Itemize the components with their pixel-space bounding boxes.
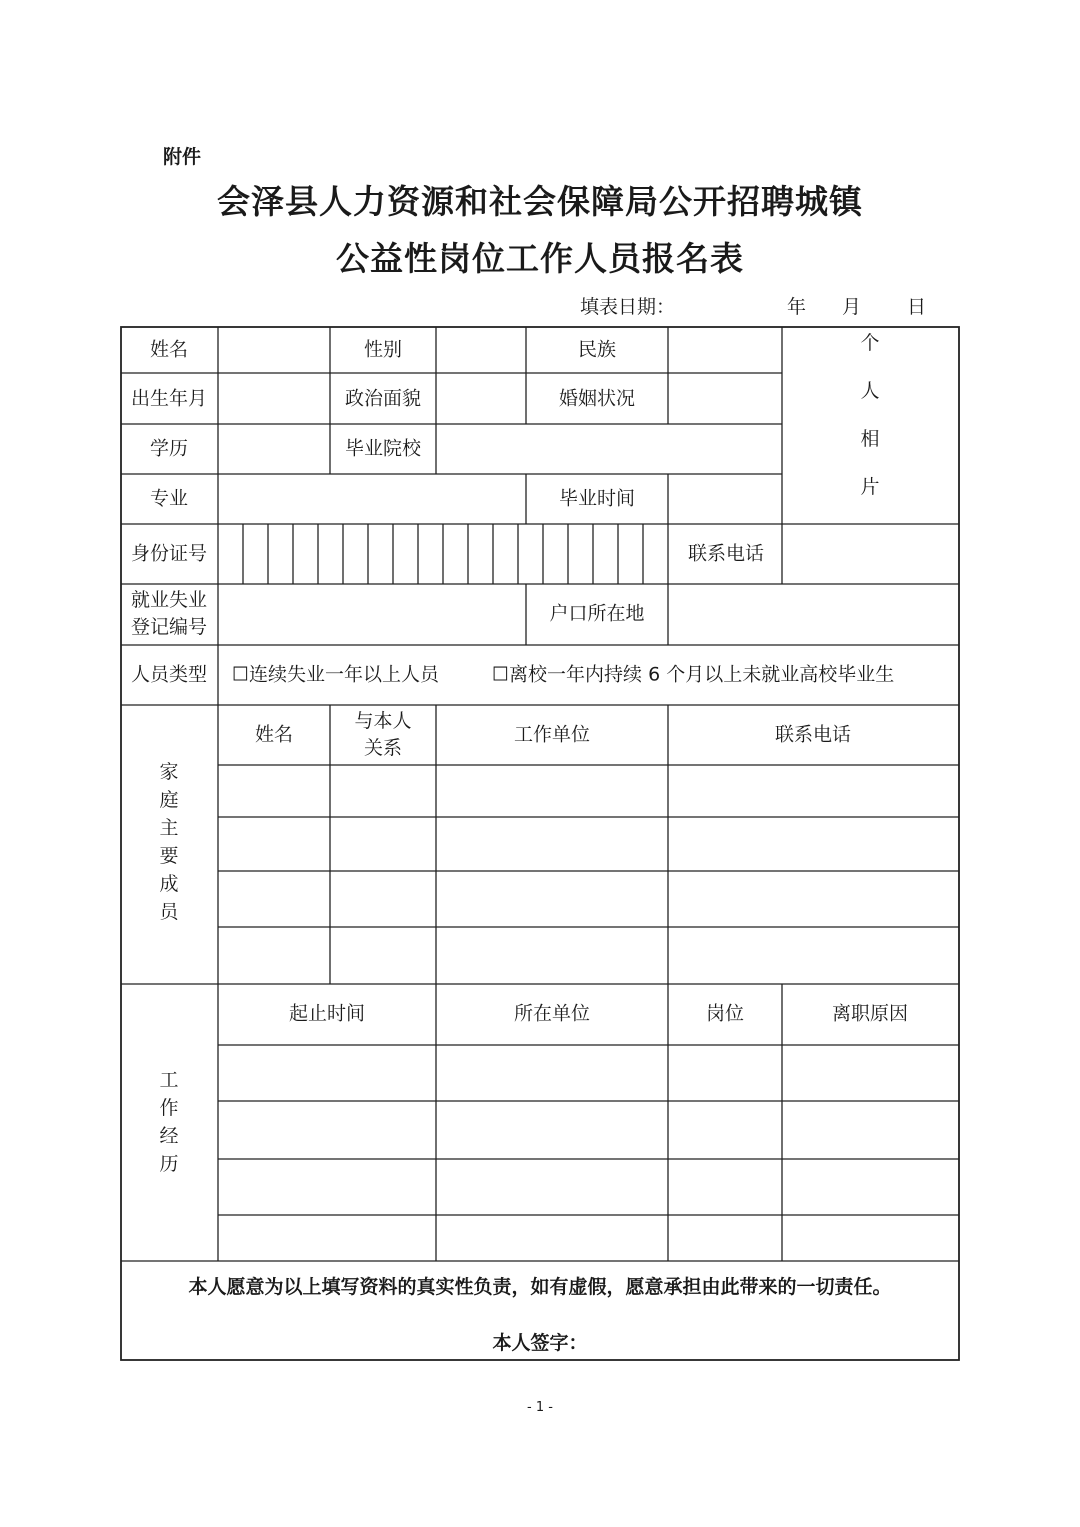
family-name-header: 姓名 — [254, 723, 294, 746]
fill-date-label: 填表日期： — [580, 296, 676, 318]
family-relation-header: 与本人 关系 — [354, 710, 412, 759]
graduate-school-label: 毕业院校 — [344, 437, 422, 460]
political-status-label: 政治面貌 — [344, 387, 422, 410]
declaration-text: 本人愿意为以上填写资料的真实性负责，如有虚假，愿意承担由此带来的一切责任。 — [188, 1276, 892, 1298]
hukou-location-label: 户口所在地 — [549, 602, 645, 625]
employment-registration-label: 就业失业 登记编号 — [130, 589, 208, 638]
birth-label: 出生年月 — [130, 387, 208, 410]
date-month-label: 月 — [842, 296, 862, 318]
form-title-line2: 公益性岗位工作人员报名表 — [336, 239, 744, 278]
date-year-label: 年 — [787, 296, 807, 318]
date-day-label: 日 — [907, 296, 927, 318]
education-label: 学历 — [149, 437, 189, 460]
photo-box-label: 个 人 相 片 — [860, 332, 880, 498]
graduation-time-label: 毕业时间 — [558, 487, 636, 510]
person-type-option-graduate[interactable]: ☐离校一年内持续 6 个月以上未就业高校毕业生 — [492, 663, 895, 686]
annex-label: 附件 — [163, 146, 202, 168]
work-leave-reason-header: 离职原因 — [831, 1002, 909, 1025]
gender-label: 性别 — [363, 338, 403, 361]
major-label: 专业 — [149, 487, 189, 510]
marital-status-label: 婚姻状况 — [558, 387, 636, 410]
work-position-header: 岗位 — [705, 1002, 745, 1025]
work-history-section-label: 工 作 经 历 — [159, 1069, 179, 1175]
family-employer-header: 工作单位 — [513, 723, 591, 746]
family-phone-header: 联系电话 — [774, 723, 852, 746]
ethnicity-label: 民族 — [577, 338, 617, 361]
person-type-label: 人员类型 — [130, 663, 208, 686]
phone-label: 联系电话 — [687, 542, 765, 565]
name-label: 姓名 — [149, 338, 189, 361]
form-title-line1: 会泽县人力资源和社会保障局公开招聘城镇 — [217, 182, 863, 221]
work-employer-header: 所在单位 — [513, 1002, 591, 1025]
work-period-header: 起止时间 — [288, 1002, 366, 1025]
person-type-option-unemployed[interactable]: ☐连续失业一年以上人员 — [232, 663, 440, 686]
signature-label: 本人签字： — [492, 1332, 588, 1354]
id-number-label: 身份证号 — [130, 542, 208, 565]
page-number: - 1 - — [527, 1400, 553, 1415]
family-section-label: 家 庭 主 要 成 员 — [159, 761, 179, 923]
